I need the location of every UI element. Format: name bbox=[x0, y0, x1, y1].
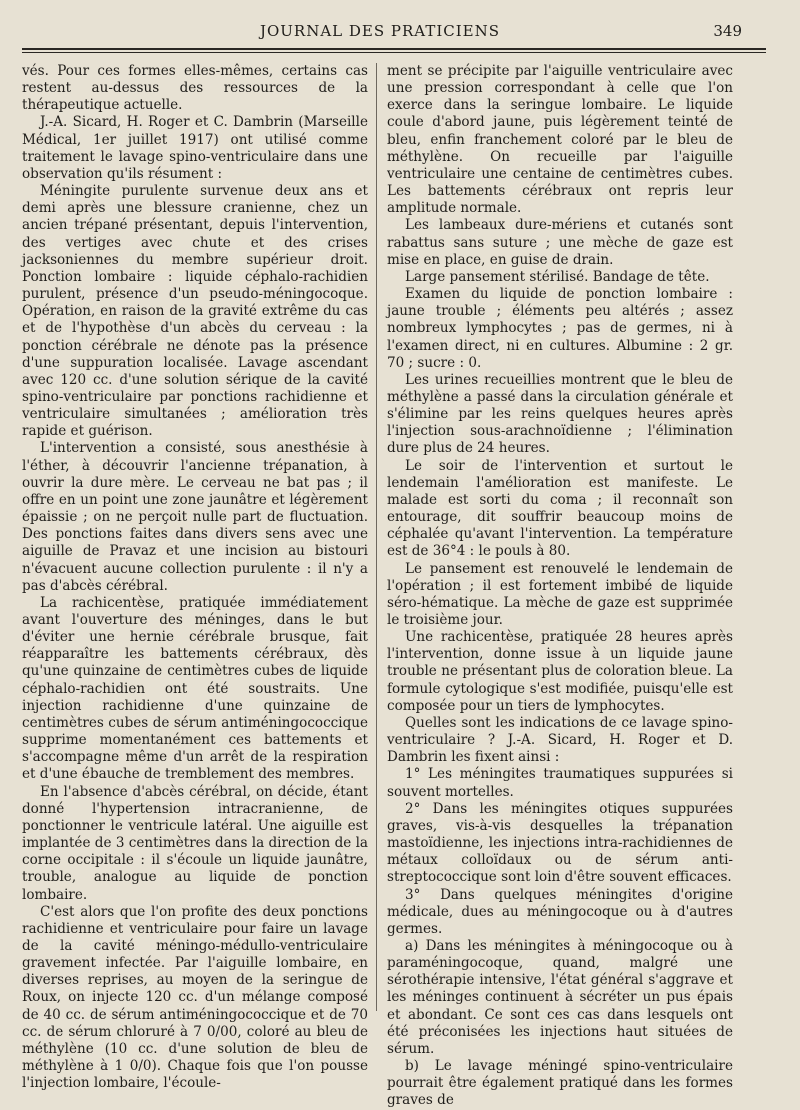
paragraph: Quelles sont les indications de ce lavage spino-ventriculaire ? J.-A. Sicard, H. Roger et D. Dambrin les fixent ainsi : bbox=[387, 714, 733, 766]
paragraph: Le soir de l'intervention et surtout le lendemain l'amélioration est manifeste. Le malade est sorti du coma ; il reconnaît son entourage, dit souffrir beaucoup moins de céphalée qu'avant l'intervention. La température est de 36°4 : le pouls à 80. bbox=[387, 457, 733, 560]
list-item: 1° Les méningites traumatiques suppurées si souvent mortelles. bbox=[387, 766, 733, 800]
paragraph: Large pansement stérilisé. Bandage de tête. bbox=[405, 268, 710, 285]
paragraph: La rachicentèse, pratiquée immédiatement avant l'ouverture des méninges, dans le but d'éviter une hernie cérébrale brusque, fait réapparaître les battements cérébraux, dès qu'une quinzaine de centimètres cubes de liquide céphalo-rachidien ont été soustraits. Une injection rachidienne d'une quinzaine de centimètres cubes de sérum antiméningococcique supprime momentanément ces battements et s'accompagne même d'un arrêt de la respiration et d'une ébauche de tremblement des membres. bbox=[22, 594, 368, 783]
list-item: 3° Dans quelques méningites d'origine médicale, dues au méningocoque ou à d'autres germes. bbox=[387, 886, 733, 937]
right-column bbox=[387, 63, 733, 1110]
paragraph: Le pansement est renouvelé le lendemain de l'opération ; il est fortement imbibé de liquide séro-hématique. La mèche de gaze est supprimée le troisième jour. bbox=[387, 560, 733, 628]
running-header bbox=[0, 22, 800, 46]
paragraph: Les lambeaux dure-mériens et cutanés sont rabattus sans suture ; une mèche de gaze est mise en place, en guise de drain. bbox=[387, 217, 733, 268]
paragraph: En l'absence d'abcès cérébral, on décide, étant donné l'hypertension intracranienne, de ponctionner le ventricule latéral. Une aiguille est implantée de 3 centimètres dans la direction de la corne occipitale : il s'écoule un liquide jaunâtre, trouble, analogue au liquide de ponction lombaire. bbox=[22, 783, 368, 903]
column-divider bbox=[376, 63, 377, 1011]
header-rule bbox=[22, 48, 766, 50]
paragraph: vés. Pour ces formes elles-mêmes, certains cas restent au-dessus des ressources de la thérapeutique actuelle. bbox=[22, 63, 368, 114]
paragraph: ment se précipite par l'aiguille ventriculaire avec une pression correspondant à celle que l'on exerce dans la seringue lombaire. Le liquide coule d'abord jaune, puis légèrement teinté de bleu, enfin franchement coloré par le bleu de méthylène. On recueille par l'aiguille ventriculaire une centaine de centimètres cubes. Les battements cérébraux ont repris leur amplitude normale. bbox=[387, 63, 733, 217]
paragraph: L'intervention a consisté, sous anesthésie à l'éther, à découvrir l'ancienne trépanation, à ouvrir la dure mère. Le cerveau ne bat pas ; il offre en un point une zone jaunâtre et légèrement épaissie ; on ne perçoit nulle part de fluctuation. Des ponctions faites dans divers sens avec une aiguille de Pravaz et une incision au bistouri n'évacuent aucune collection purulente : il n'y a pas d'abcès cérébral. bbox=[22, 440, 368, 594]
list-item: 2° Dans les méningites otiques suppurées graves, vis-à-vis desquelles la trépanation mastoïdienne, les injections intra-rachidiennes de métaux colloïdaux ou de sérum anti-streptococcique sont loin d'être souvent efficaces. bbox=[387, 800, 733, 886]
list-item: a) Dans les méningites à méningocoque ou à paraméningocoque, quand, malgré une sérothérapie intensive, l'état général s'aggrave et les méninges continuent à sécréter un pus épais et abondant. Ce sont ces cas dans lesquels ont été préconisées les injections haut situées de sérum. bbox=[387, 937, 733, 1057]
list-item: b) Le lavage méningé spino-ventriculaire pourrait être également pratiqué dans les formes graves de bbox=[387, 1058, 733, 1109]
left-column bbox=[22, 63, 368, 1092]
paragraph: J.-A. Sicard, H. Roger et C. Dambrin (Marseille Médical, 1er juillet 1917) ont utilisé comme traitement le lavage spino-ventriculaire dans une observation qu'ils résument : bbox=[22, 114, 368, 182]
journal-title: JOURNAL DES PRATICIENS bbox=[259, 22, 501, 40]
paragraph: C'est alors que l'on profite des deux ponctions rachidienne et ventriculaire pour faire un lavage de la cavité méningo-médullo-ventriculaire gravement infectée. Par l'aiguille lombaire, en diverses reprises, au moyen de la seringue de Roux, on injecte 120 cc. d'un mélange composé de 40 cc. de sérum antiméningococcique et de 70 cc. de sérum chloruré à 7 0/00, coloré au bleu de méthylène (10 cc. d'une solution de bleu de méthylène à 1 0/0). Chaque fois que l'on pousse l'injection lombaire, l'écoule- bbox=[22, 903, 368, 1092]
paragraph: Examen du liquide de ponction lombaire : jaune trouble ; éléments peu altérés ; assez nombreux lymphocytes ; pas de germes, ni à l'examen direct, ni en cultures. Albumine : 2 gr. 70 ; sucre : 0. bbox=[387, 286, 733, 371]
header-rule-thin bbox=[22, 52, 766, 53]
paragraph: Les urines recueillies montrent que le bleu de méthylène a passé dans la circulation générale et s'élimine par les reins quelques heures après l'injection sous-arachnoïdienne ; l'élimination dure plus de 24 heures. bbox=[387, 371, 733, 457]
paragraph: Une rachicentèse, pratiquée 28 heures après l'intervention, donne issue à un liquide jaune trouble ne présentant plus de coloration bleue. La formule cytologique s'est modifiée, puisqu'elle est composée pour un tiers de lymphocytes. bbox=[387, 629, 733, 714]
paragraph: Méningite purulente survenue deux ans et demi après une blessure cranienne, chez un ancien trépané présentant, depuis l'intervention, des vertiges avec chute et des crises jacksoniennes du membre supérieur droit. Ponction lombaire : liquide céphalo-rachidien purulent, présence d'un pseudo-méningocoque. Opération, en raison de la gravité extrême du cas et de l'hypothèse d'un abcès du cerveau : la ponction cérébrale ne dénote pas la présence d'une suppuration localisée. Lavage ascendant avec 120 cc. d'une solution sérique de la cavité spino-ventriculaire par ponctions rachidienne et ventriculaire simultanées ; amélioration très rapide et guérison. bbox=[22, 183, 368, 440]
page-number: 349 bbox=[713, 22, 742, 40]
